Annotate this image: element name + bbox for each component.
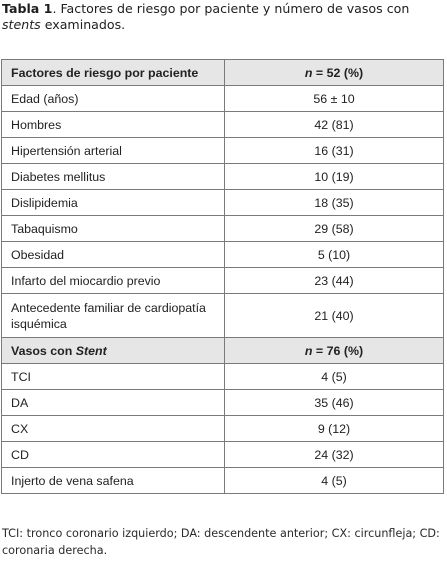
row-label: Antecedente familiar de cardiopatía isquémica bbox=[2, 294, 225, 338]
row-label: DA bbox=[2, 390, 225, 416]
table-row bbox=[2, 112, 444, 138]
table-row bbox=[2, 242, 444, 268]
row-value: 4 (5) bbox=[225, 468, 444, 494]
section-header-label bbox=[2, 338, 225, 364]
row-label: CD bbox=[2, 442, 225, 468]
header-n-italic: n bbox=[304, 65, 313, 80]
caption-text: . Factores de riesgo por paciente y número de vasos con bbox=[52, 1, 410, 16]
table-header-row bbox=[2, 60, 444, 86]
table-row bbox=[2, 364, 444, 390]
row-value: 10 (19) bbox=[225, 164, 444, 190]
row-value: 42 (81) bbox=[225, 112, 444, 138]
row-label: Diabetes mellitus bbox=[2, 164, 225, 190]
header-cell-value bbox=[225, 60, 444, 86]
table-row bbox=[2, 390, 444, 416]
row-label: Infarto del miocardio previo bbox=[2, 268, 225, 294]
section-header-prefix: Vasos con bbox=[11, 343, 76, 358]
row-value: 9 (12) bbox=[225, 416, 444, 442]
row-label: Edad (años) bbox=[2, 86, 225, 112]
header-n-rest: = 52 (%) bbox=[312, 65, 364, 80]
caption-label: Tabla 1 bbox=[2, 1, 53, 16]
row-label: Hipertensión arterial bbox=[2, 138, 225, 164]
row-value: 16 (31) bbox=[225, 138, 444, 164]
risk-factors-table bbox=[1, 59, 444, 494]
table-row bbox=[2, 138, 444, 164]
table-footnote: TCI: tronco coronario izquierdo; DA: descendente anterior; CX: circunfleja; CD: coronaria derecha. bbox=[2, 527, 440, 557]
row-value: 56 ± 10 bbox=[225, 86, 444, 112]
header-cell-label: Factores de riesgo por paciente bbox=[2, 60, 225, 86]
row-label: Injerto de vena safena bbox=[2, 468, 225, 494]
table-row bbox=[2, 442, 444, 468]
row-value: 23 (44) bbox=[225, 268, 444, 294]
row-label: CX bbox=[2, 416, 225, 442]
row-label: TCI bbox=[2, 364, 225, 390]
section-header-n-italic: n bbox=[304, 343, 313, 358]
row-value: 5 (10) bbox=[225, 242, 444, 268]
row-value: 4 (5) bbox=[225, 364, 444, 390]
row-value: 18 (35) bbox=[225, 190, 444, 216]
row-label: Hombres bbox=[2, 112, 225, 138]
table-row bbox=[2, 190, 444, 216]
row-label: Dislipidemia bbox=[2, 190, 225, 216]
table-caption bbox=[2, 1, 442, 33]
table-row bbox=[2, 268, 444, 294]
table-row bbox=[2, 86, 444, 112]
caption-text-end: examinados. bbox=[40, 17, 126, 32]
table-row bbox=[2, 294, 444, 338]
row-label: Obesidad bbox=[2, 242, 225, 268]
row-value: 21 (40) bbox=[225, 294, 444, 338]
table-row bbox=[2, 164, 444, 190]
table-row bbox=[2, 216, 444, 242]
row-value: 29 (58) bbox=[225, 216, 444, 242]
section-header-value bbox=[225, 338, 444, 364]
table-row bbox=[2, 416, 444, 442]
table-section-header-row bbox=[2, 338, 444, 364]
section-header-italic: Stent bbox=[75, 343, 107, 358]
row-value: 35 (46) bbox=[225, 390, 444, 416]
row-value: 24 (32) bbox=[225, 442, 444, 468]
section-header-n-rest: = 76 (%) bbox=[312, 343, 364, 358]
caption-italic-word: stents bbox=[2, 17, 41, 32]
row-label: Tabaquismo bbox=[2, 216, 225, 242]
table-row bbox=[2, 468, 444, 494]
